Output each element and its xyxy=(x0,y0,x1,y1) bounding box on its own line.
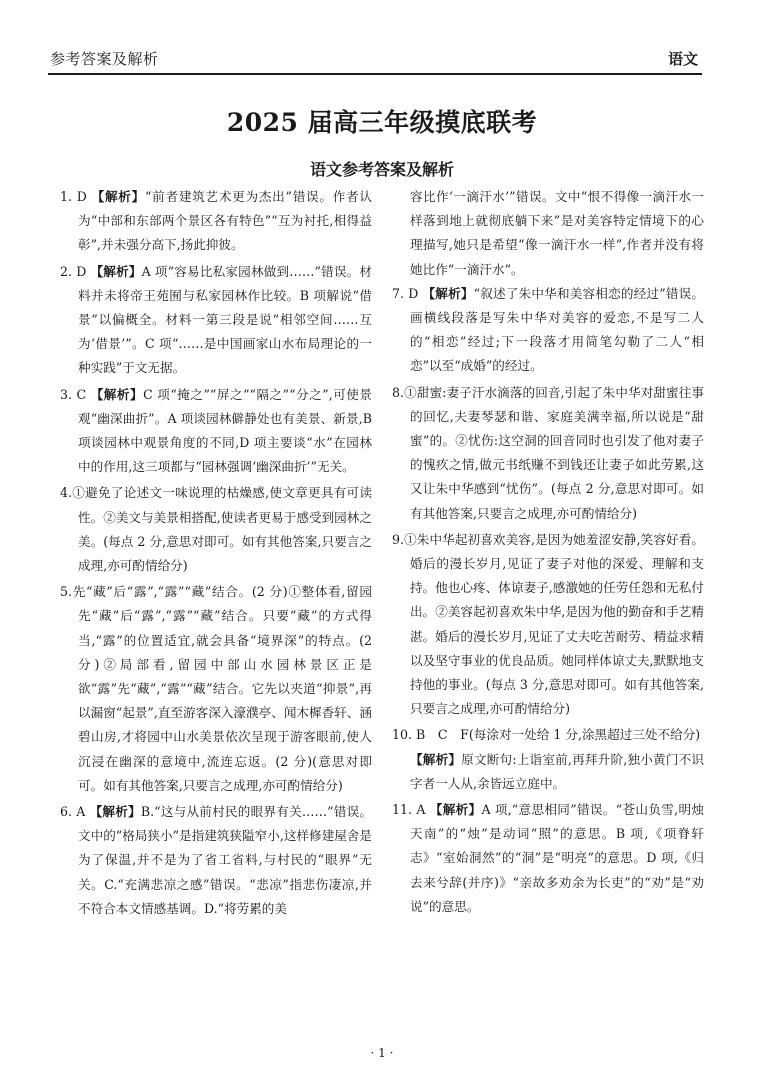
answer-item xyxy=(60,481,372,578)
header-left-label: 参考答案及解析 xyxy=(50,50,159,68)
answer-text: C 项“掩之”“屏之”“隔之”“分之”,可使景观“幽深曲折”。A 项谈园林僻静处也有美景、新景,B 项谈园林中观景角度的不同,D 项主要谈“水”在园林中的作用,这三项都与“园林强调‘幽深曲折’”无关。 xyxy=(78,386,372,475)
answer-number: 8. xyxy=(392,384,405,400)
answer-item xyxy=(392,381,704,526)
answer-text: “叙述了朱中华和美容相恋的经过”错误。画横线段落是写朱中华对美容的爱恋,不是写二人的“相恋”经过;下一段落才用简笔勾勒了二人“相恋”以至“成婚”的经过。 xyxy=(410,285,704,374)
answer-number: 1. D xyxy=(60,189,87,204)
answer-number: 11. A xyxy=(392,802,426,818)
header-divider xyxy=(48,73,702,75)
analysis-label: 【解析】 xyxy=(90,386,144,402)
right-column xyxy=(392,185,704,921)
answer-text: ①避免了论述文一味说理的枯燥感,使文章更具有可读性。②美文与美景相搭配,使读者更易于感受到园林之美。(每点 2 分,意思对即可。如有其他答案,只要言之成理,亦可酌情给分) xyxy=(72,485,372,574)
answer-item xyxy=(392,528,704,722)
analysis-note xyxy=(392,748,704,796)
answer-number: 3. C xyxy=(60,386,87,402)
answer-number: 5. xyxy=(60,584,73,600)
continued-text: 容比作‘一滴汗水’”错误。文中“恨不得像一滴汗水一样落到地上就彻底躺下来”是对美容特定情境下的心理描写,她只是希望“像一滴汗水一样”,作者并没有将她比作“一滴汗水”。 xyxy=(410,189,704,277)
page-number: · 1 · xyxy=(370,1046,394,1060)
answer-item xyxy=(60,800,372,921)
answer-item xyxy=(60,580,372,798)
answer-text: ①甜蜜:妻子汗水滴落的回音,引起了朱中华对甜蜜往事的回忆,夫妻琴瑟和谐、家庭美满幸福,所以说是“甜蜜”的。②忧伤:这空洞的回音同时也引发了他对妻子的愧疚之情,做元书纸赚不到钱还让妻子如此劳累,这又让朱中华感到“忧伤”。(每点 2 分,意思对即可。如有其他答案,只要言之成理,亦可酌情给分) xyxy=(404,384,704,521)
answer-text: B.“这与从前村民的眼界有关……”错误。文中的“格局狭小”是指建筑狭隘窄小,这样修建屋舍是为了保温,并不是为了省工省料,与村民的“眼界”无关。C.“充满悲凉之感”错误。“悲凉”指悲伤凄凉,并不符合本文情感基调。D.“将劳累的美 xyxy=(78,804,373,916)
answer-number: 4. xyxy=(60,485,73,501)
answer-text: ①朱中华起初喜欢美容,是因为她羞涩安静,笑容好看。婚后的漫长岁月,见证了妻子对他的深爱、理解和支持。他也心疼、体谅妻子,感激她的任劳任怨和无私付出。②美容起初喜欢朱中华,是因为他的勤奋和手艺精湛。婚后的漫长岁月,见证了丈夫吃苦耐劳、精益求精以及坚守事业的优良品质。她同样体谅丈夫,默默地支持他的事业。(每点 3 分,意思对即可。如有其他答案,只要言之成理,亦可酌情给分) xyxy=(404,531,704,717)
page-subtitle: 语文参考答案及解析 xyxy=(309,160,454,179)
answer-number: 2. D xyxy=(60,263,87,279)
answer-item xyxy=(60,185,372,258)
analysis-label: 【解析】 xyxy=(422,285,474,301)
analysis-label: 【解析】 xyxy=(90,263,142,279)
analysis-label: 【解析】 xyxy=(410,751,462,767)
page-title: 2025 届高三年级摸底联考 xyxy=(226,108,538,137)
left-column xyxy=(60,185,372,923)
answer-number: 6. A xyxy=(60,804,86,820)
answer-item xyxy=(392,798,704,919)
answer-text: 先“藏”后“露”,“露”“藏”结合。(2 分)①整体看,留园先“藏”后“露”,“露”“藏”结合。只要“藏”的方式得当,“露”的位置适宜,就会具备“境界深”的特点。(2 分)②局部看,留园中部山水园林景区正是欲“露”先“藏”,“露”“藏”结合。它先以夹道“抑景”,再以漏窗“起景”,直至游客深入濠濮亭、闻木樨香轩、涵碧山房,才将园中山水美景依次呈现于游客眼前,使人沉浸在幽深的意境中,流连忘返。(2 分)(意思对即可。如有其他答案,只要言之成理,亦可酌情给分) xyxy=(72,584,372,793)
answer-text: “前者建筑艺术更为杰出”错误。作者认为“中部和东部两个景区各有特色”“互为衬托,相得益彰”,并未强分高下,扬此抑彼。 xyxy=(78,189,372,253)
answer-text: (每涂对一处给 1 分,涂黑超过三处不给分) xyxy=(468,727,701,743)
answer-text: A 项“容易比私家园林做到……”错误。材料并未将帝王苑囿与私家园林作比较。B 项解说“借景”以偏概全。材料一第三段是说“相邻空间……互为‘借景’”。C 项“……是中国画家山水布局理论的一种实践”于文无据。 xyxy=(78,263,372,376)
header-subject-label: 语文 xyxy=(667,50,698,68)
analysis-label: 【解析】 xyxy=(89,804,141,820)
answer-number: 7. D xyxy=(392,285,419,301)
answer-item xyxy=(60,383,372,480)
answer-text: A 项,“意思相同”错误。“苍山负雪,明烛天南”的“烛”是动词“照”的意思。B 项,《项脊轩志》“室始洞然”的“洞”是“明亮”的意思。D 项,《归去来兮辞(并序)》“亲故多劝余为长吏”的“劝”是“劝说”的意思。 xyxy=(410,802,704,914)
answer-number: 10. B C F xyxy=(392,727,469,743)
answer-item xyxy=(392,282,704,379)
analysis-label: 【解析】 xyxy=(91,189,145,204)
analysis-label: 【解析】 xyxy=(429,802,482,818)
answer-number: 9. xyxy=(392,531,405,547)
analysis-text: 原文断句:上诣室前,再拜升阶,独小黄门不识字者一人从,余皆远立庭中。 xyxy=(410,751,704,791)
answer-item xyxy=(60,260,372,381)
answer-item xyxy=(392,723,704,747)
